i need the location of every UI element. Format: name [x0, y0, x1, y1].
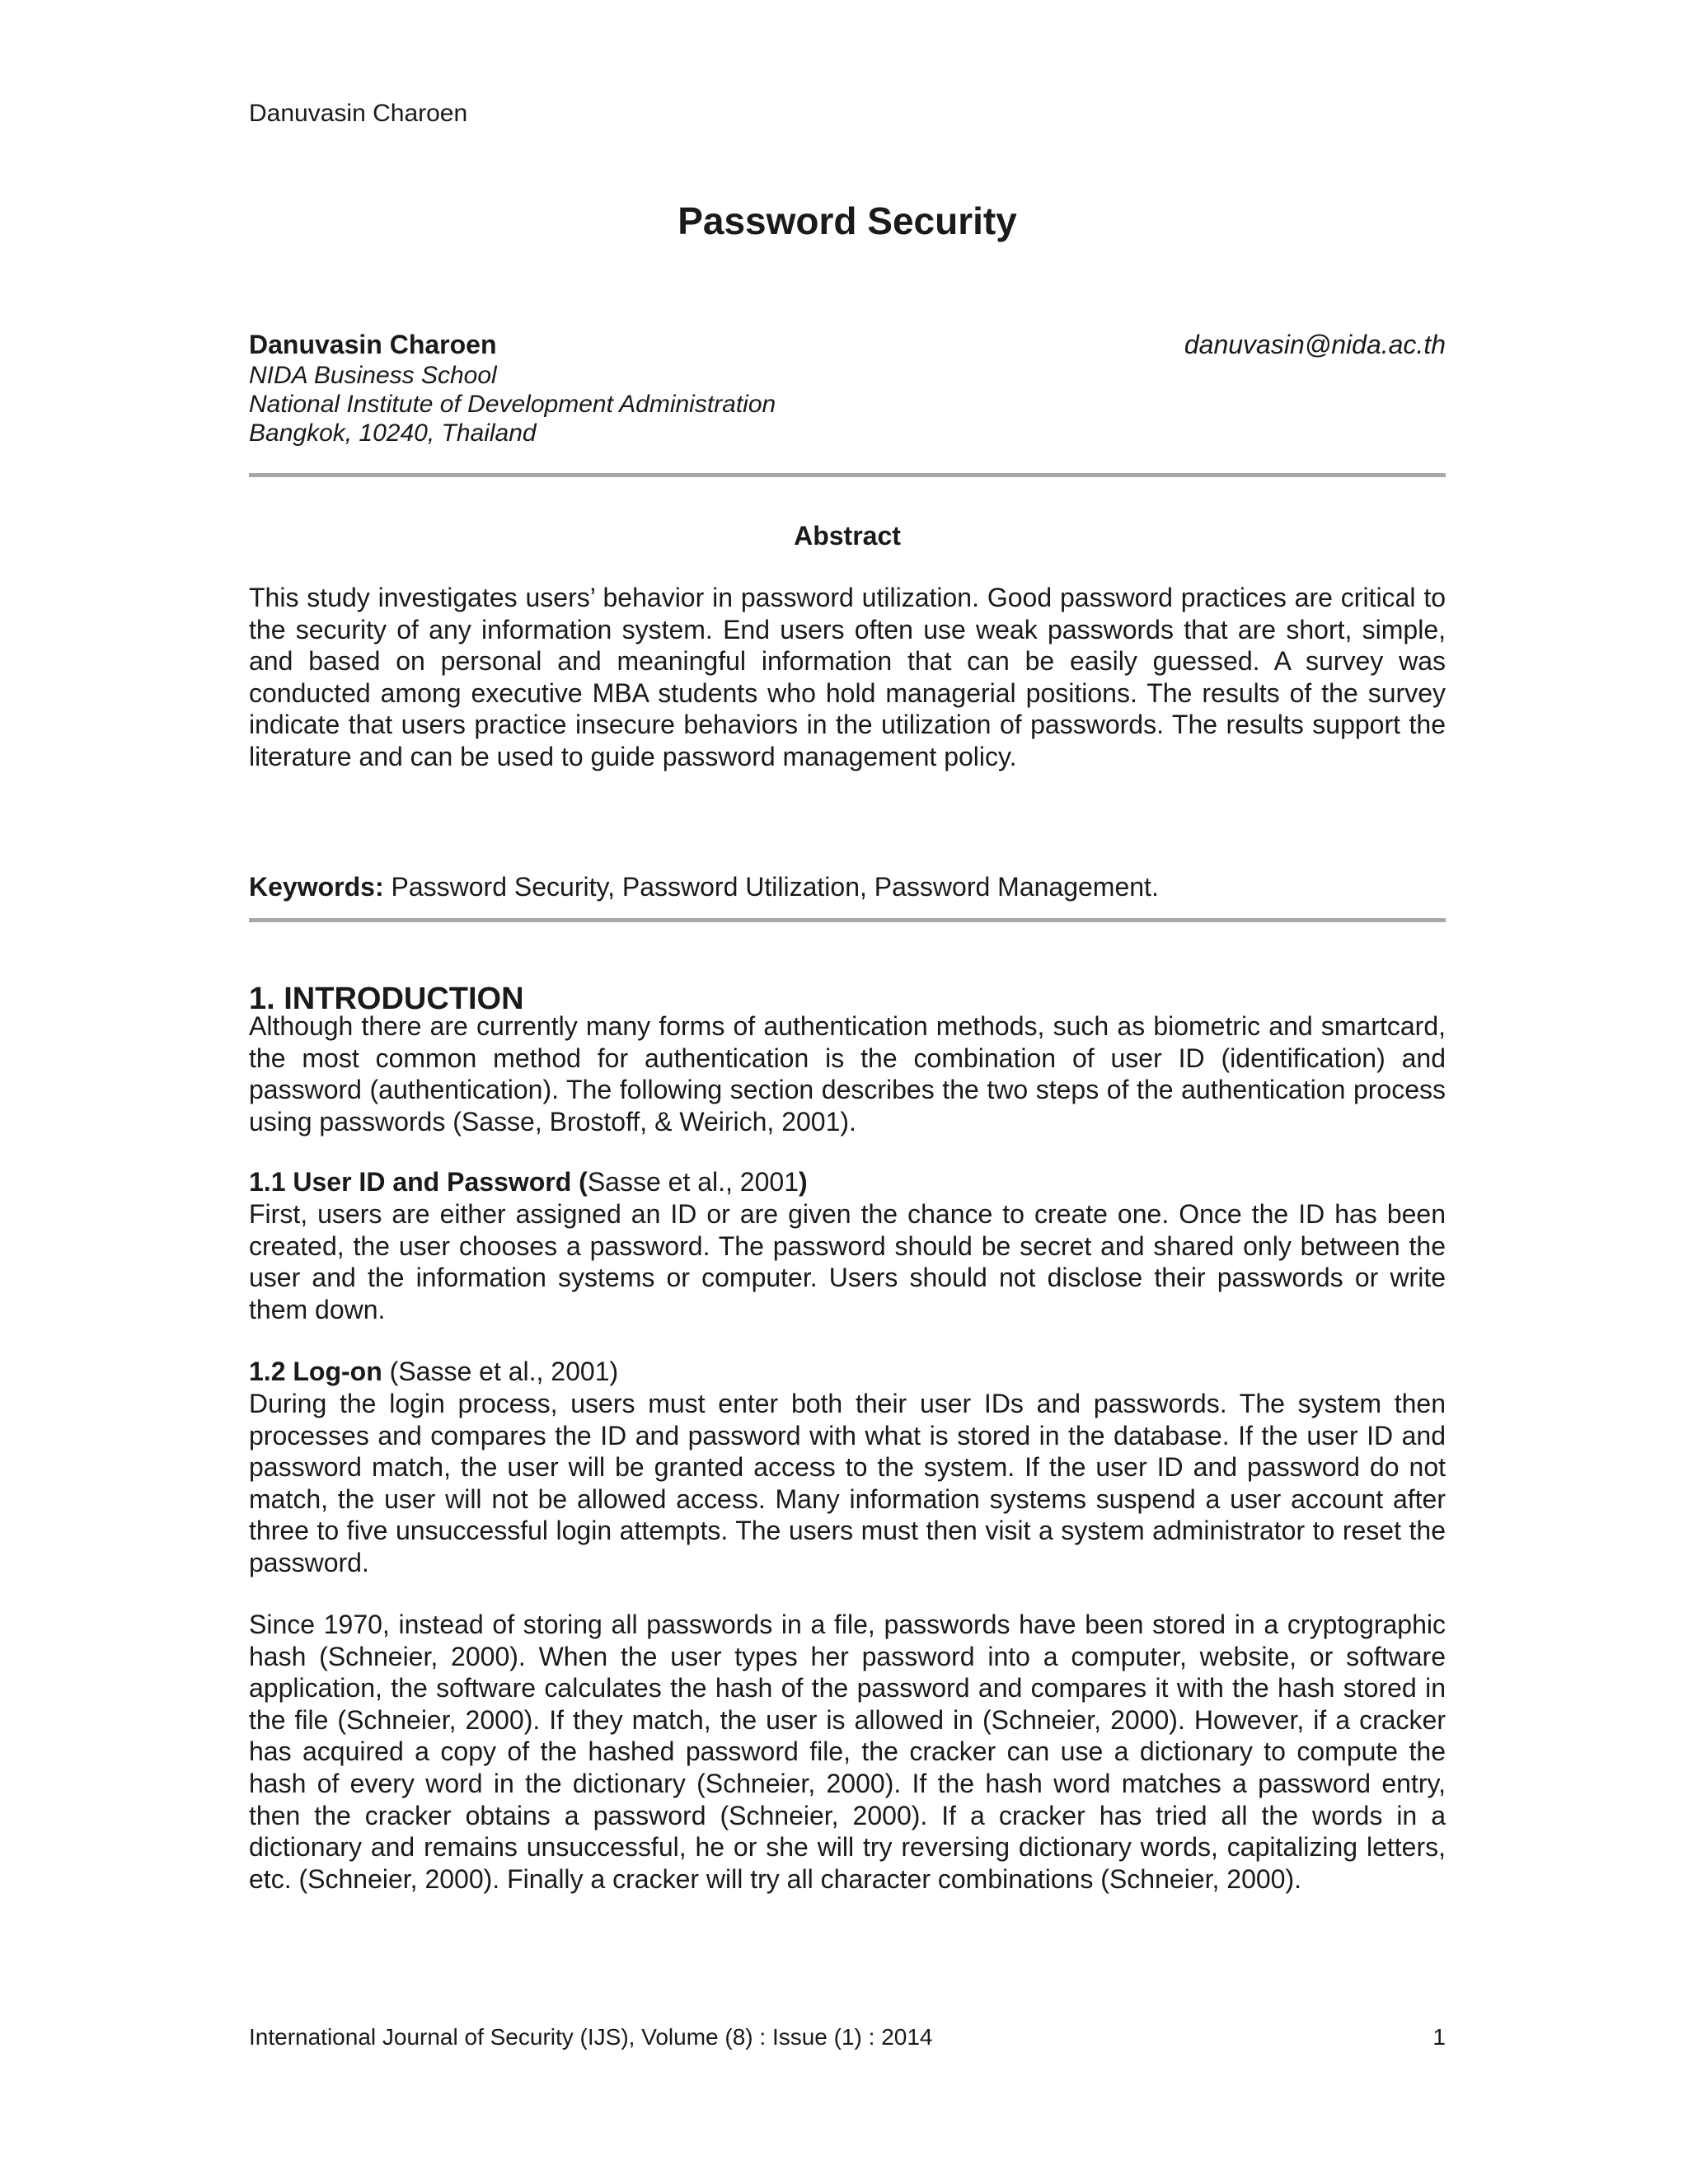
running-head: Danuvasin Charoen: [249, 100, 468, 127]
introduction-paragraph: Although there are currently many forms of authentication methods, such as biometric and smartcard, the most common method for authentication is the combination of user ID (identification) and password (authentication). The following section describes the two steps of the authentication process using passwords (Sasse, Brostoff, & Weirich, 2001).: [249, 1011, 1446, 1137]
subsection-1-2-title: 1.2 Log-on: [249, 1357, 382, 1386]
subsection-1-1-citation: Sasse et al., 2001: [587, 1167, 799, 1197]
keywords-label: Keywords:: [249, 872, 384, 902]
user-id-paragraph: First, users are either assigned an ID or are given the chance to create one. Once the ID has been created, the user chooses a password. The password should be secret and shared only between the user and the information systems or computer. Users should not disclose their passwords or write them down.: [249, 1199, 1446, 1324]
subsection-heading-user-id: [249, 1165, 1446, 1198]
keywords-text: Password Security, Password Utilization, Password Management.: [391, 872, 1159, 902]
page-number: 1: [1432, 2024, 1446, 2050]
affiliation-institute: National Institute of Development Administration: [249, 391, 776, 418]
hash-paragraph: Since 1970, instead of storing all passwords in a file, passwords have been stored in a cryptographic hash (Schneier, 2000). When the user types her password into a computer, website, or software application, the software calculates the hash of the password and compares it with the hash stored in the file (Schneier, 2000). If they match, the user is allowed in (Schneier, 2000). However, if a cracker has acquired a copy of the hashed password file, the cracker can use a dictionary to compute the hash of every word in the dictionary (Schneier, 2000). If the hash word matches a password entry, then the cracker obtains a password (Schneier, 2000). If a cracker has tried all the words in a dictionary and remains unsuccessful, he or she will try reversing dictionary words, capitalizing letters, etc. (Schneier, 2000). Finally a cracker will try all character combinations (Schneier, 2000).: [249, 1610, 1446, 1894]
abstract-text: This study investigates users’ behavior in password utilization. Good password practices are critical to the security of any information system. End users often use weak passwords that are short, simple, and based on personal and meaningful information that can be easily guessed. A survey was conducted among executive MBA students who hold managerial positions. The results of the survey indicate that users practice insecure behaviors in the utilization of passwords. The results support the literature and can be used to guide password management policy.: [249, 583, 1446, 771]
subsection-1-1-close: ): [798, 1167, 808, 1197]
top-divider: [249, 473, 1446, 477]
keywords: [249, 870, 1446, 903]
subsection-heading-log-on: [249, 1355, 1446, 1388]
affiliation-address: Bangkok, 10240, Thailand: [249, 419, 537, 447]
keywords-divider: [249, 918, 1446, 922]
paper-title: Password Security: [678, 199, 1017, 242]
log-on-paragraph: During the login process, users must enter both their user IDs and passwords. The system then processes and compares the ID and password with what is stored in the database. If the user ID and password match, the user will be granted access to the system. If the user ID and password do not match, the user will not be allowed access. Many information systems suspend a user account after three to five unsuccessful login attempts. The users must then visit a system administrator to reset the password.: [249, 1389, 1446, 1577]
abstract-heading: Abstract: [794, 521, 901, 551]
author-block: [249, 328, 1446, 448]
subsection-1-2-citation: (Sasse et al., 2001): [382, 1357, 619, 1386]
journal-citation: International Journal of Security (IJS), Volume (8) : Issue (1) : 2014: [249, 2024, 933, 2050]
section-heading-introduction: 1. INTRODUCTION: [249, 982, 524, 1016]
author-name: Danuvasin Charoen: [249, 330, 497, 359]
author-email[interactable]: danuvasin@nida.ac.th: [1184, 330, 1446, 359]
page-footer: [249, 2022, 1446, 2052]
affiliation-school: NIDA Business School: [249, 362, 497, 389]
subsection-1-1-title: 1.1 User ID and Password (: [249, 1167, 588, 1197]
